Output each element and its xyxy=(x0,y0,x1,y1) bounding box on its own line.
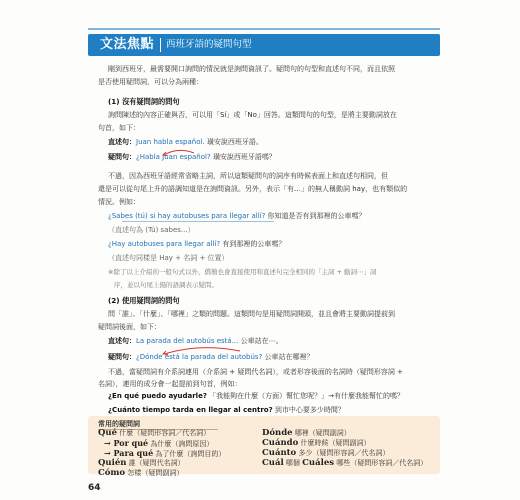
s2-example-4 xyxy=(108,405,345,415)
s1-ex1-label: 直述句： xyxy=(108,138,136,146)
section1-line-1: 詢問陳述的內容正確與否，可以用「Sí」或「No」回答。這類問句的句型，是將主要動詞放在 xyxy=(108,111,397,119)
vocab-right-4 xyxy=(262,458,427,468)
s1-ex2-spanish: ¿Habla Juan español? xyxy=(136,153,211,161)
vocab-right-3 xyxy=(262,448,389,458)
section2-line-1: 問「誰」、「什麼」、「哪裡」之類的問題。這類問句是用疑問詞開頭，並且會將主要動詞提前到 xyxy=(108,310,395,318)
s1-ex2-chinese: 璜安說西班牙語嗎？ xyxy=(212,153,276,161)
s1-example-3 xyxy=(108,211,366,221)
page-number: 64 xyxy=(88,483,101,493)
s1-para2-line-2: 還是可以從句尾上升的語調知道是在詢問資訊。另外，表示「有…」的無人稱動詞 hay，也有類似的 xyxy=(98,185,408,193)
s1-ex4-chinese: 有到那裡的公車嗎？ xyxy=(222,240,286,248)
vocab-note: 怎樣（疑問副詞） xyxy=(127,469,184,477)
vocab-word: Cuál xyxy=(262,458,284,468)
s2-ex3-chinese: 「我能夠在什麼（方面）幫忙您呢？」→有什麼我能幫忙的嗎？ xyxy=(209,392,404,400)
s2-ex4-spanish: ¿Cuánto tiempo tarda en llegar al centro? xyxy=(108,406,273,414)
s1-ex1-spanish: Juan habla español. xyxy=(136,138,205,146)
s1-example-1 xyxy=(108,137,263,147)
vocab-note: 為什麼（詢問原因） xyxy=(150,440,214,448)
s2-para2-line-2: 名詞），連用的成分會一起提前到句首，例如： xyxy=(98,380,242,388)
vocab-note: 哪個 xyxy=(285,459,300,467)
vocab-word: → Por qué xyxy=(104,438,149,448)
s2-ex1-chinese: 公車站在⋯。 xyxy=(240,337,283,345)
s1-para2-line-1: 不過，因為西班牙語經常省略主詞，所以這類疑問句的詞序有時候表面上和直述句相同，但 xyxy=(108,172,388,180)
vocab-word: Qué xyxy=(98,428,117,438)
vocab-left-1 xyxy=(98,428,210,438)
intro-line-2: 是否使用疑問詞，可以分為兩種： xyxy=(98,78,203,86)
section1-line-2: 句首，如下： xyxy=(98,124,140,132)
s1-ex2-label: 疑問句： xyxy=(108,153,136,161)
s2-para2-line-1: 不過，當疑問詞有介系詞連用（介系詞 + 疑問代名詞），或者形容後面的名詞時（疑問形容詞 + xyxy=(108,368,403,376)
vocab-note: 什麼時候（疑問副詞） xyxy=(300,439,371,447)
vocab-note: 哪些（疑問形容詞／代名詞） xyxy=(336,459,428,467)
vocab-title: 常用的疑問詞 xyxy=(98,420,140,428)
header-top-rule xyxy=(88,28,440,30)
header-divider xyxy=(160,38,161,52)
vocab-word: → Para qué xyxy=(104,448,154,458)
s1-example-4 xyxy=(108,239,285,249)
vocab-word: Cuándo xyxy=(262,438,299,448)
s2-ex4-chinese: 到市中心要多少時間？ xyxy=(272,406,345,414)
vocab-word: Cuáles xyxy=(302,458,335,468)
s1-ex3-underline xyxy=(122,221,274,222)
s2-ex1-label: 直述句： xyxy=(108,337,136,345)
section-tag: 文法焦點 xyxy=(100,37,155,52)
s2-example-3 xyxy=(108,391,404,401)
s2-ex3-spanish: ¿En qué puedo ayudarle? xyxy=(108,392,207,400)
s1-ex3-chinese: 你知道是否有到那裡的公車嗎？ xyxy=(267,212,366,220)
vocab-left-5 xyxy=(98,468,183,478)
intro-line-1: 剛到西班牙，最需要開口詢問的情況就是詢問資訊了。疑問句的句型和直述句不同，而且依照 xyxy=(108,65,395,73)
s1-ex3-note: （直述句為 (Tú) sabes...） xyxy=(108,226,195,234)
vocab-note: 多少（疑問形容詞／代名詞） xyxy=(298,449,390,457)
vocab-note: 誰（疑問代名詞） xyxy=(128,459,185,467)
s2-ex1-spanish: La parada del autobús está... xyxy=(136,337,239,345)
section1-title: (1) 沒有疑問詞的問句 xyxy=(108,97,180,106)
s2-example-2 xyxy=(108,352,313,362)
vocab-word: Cómo xyxy=(98,468,126,478)
vocab-word: Cuánto xyxy=(262,448,297,458)
s1-remark-line-1: ※除了以上介紹的一般句式以外，僑簡也會直接使用和直述句完全相同的「主詞 + 動詞⋯」詞 xyxy=(108,268,377,276)
s1-para2-line-3: 情況。例如： xyxy=(98,198,140,206)
s1-ex3-spanish: ¿Sabes (tú) si hay autobuses para llegar allí? xyxy=(108,212,266,220)
s2-ex2-spanish: ¿Dónde está la parada del autobús? xyxy=(136,353,263,361)
s1-example-2 xyxy=(108,152,276,162)
s2-ex2-label: 疑問句： xyxy=(108,353,136,361)
vocab-right-2 xyxy=(262,438,370,448)
section2-title: (2) 使用疑問詞的問句 xyxy=(108,296,180,305)
vocab-note: 為了什麼（詢問目的） xyxy=(155,450,226,458)
s1-ex1-chinese: 璜安說西班牙語。 xyxy=(206,138,263,146)
s1-ex4-note: （直述句同樣是 Hay + 名詞 + 位置） xyxy=(108,254,229,262)
vocab-word: Quién xyxy=(98,458,127,468)
section2-line-2: 疑問詞後面，如下： xyxy=(98,323,161,331)
vocab-left-4 xyxy=(98,458,185,468)
section-subtitle: 西班牙語的疑問句型 xyxy=(166,39,252,50)
vocab-right-1 xyxy=(262,428,351,438)
vocab-note: 哪裡（疑問副詞） xyxy=(294,429,351,437)
s1-ex4-spanish: ¿Hay autobuses para llegar allí? xyxy=(108,240,221,248)
vocab-note: 什麼（疑問形容詞／代名詞） xyxy=(119,429,211,437)
s1-remark-line-2: 序，並以句尾上揚的語調表示疑問。 xyxy=(114,281,218,289)
s2-ex2-chinese: 公車站在哪裡？ xyxy=(264,353,314,361)
vocab-word: Dónde xyxy=(262,428,293,438)
